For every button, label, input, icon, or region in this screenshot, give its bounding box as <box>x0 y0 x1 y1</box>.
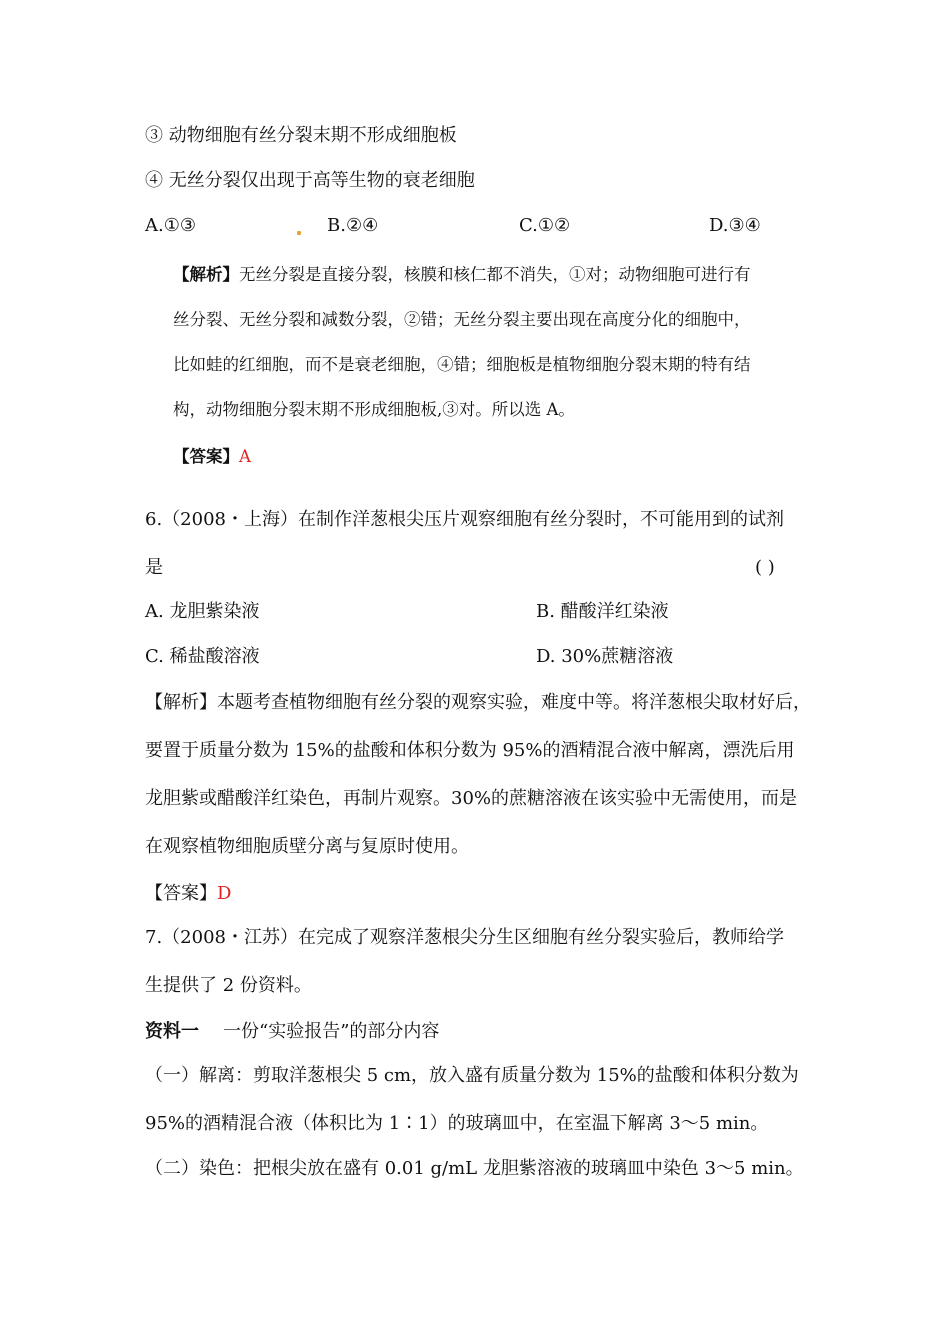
answer-value: A <box>239 447 251 466</box>
analysis-text: 无丝分裂是直接分裂，核膜和核仁都不消失，①对；动物细胞可进行有 <box>239 265 751 284</box>
analysis-text: 本题考查植物细胞有丝分裂的观察实验，难度中等。将洋葱根尖取材好后， <box>217 692 811 713</box>
q5-statement-4: ④ 无丝分裂仅出现于高等生物的衰老细胞 <box>145 170 475 191</box>
analysis-text: 丝分裂、无丝分裂和减数分裂，②错；无丝分裂主要出现在高度分化的细胞中， <box>173 310 751 329</box>
q5-option-a: A.①③ <box>145 215 196 236</box>
analysis-label: 【解析】 <box>173 265 239 284</box>
decorative-dot <box>297 231 301 235</box>
q6-stem-line-1: 6.（2008・上海）在制作洋葱根尖压片观察细胞有丝分裂时，不可能用到的试剂 <box>145 509 784 530</box>
answer-value: D <box>217 883 232 904</box>
material-title: 一份“实验报告”的部分内容 <box>223 1021 440 1042</box>
q5-option-b: B.②④ <box>327 215 379 236</box>
q6-answer-bracket: ( ) <box>755 557 775 578</box>
q5-answer <box>173 445 251 469</box>
q7-stem-line-1: 7.（2008・江苏）在完成了观察洋葱根尖分生区细胞有丝分裂实验后，教师给学 <box>145 927 784 948</box>
material-label: 资料一 <box>145 1021 199 1042</box>
q7-stem-line-2: 生提供了 2 份资料。 <box>145 975 312 996</box>
q6-answer <box>145 882 231 906</box>
q6-option-b: B. 醋酸洋红染液 <box>536 601 669 622</box>
analysis-text: 构，动物细胞分裂末期不形成细胞板,③对。所以选 A。 <box>173 400 575 419</box>
answer-label: 【答案】 <box>173 447 239 466</box>
q6-stem-line-2: 是 <box>145 557 163 578</box>
q6-option-a: A. 龙胆紫染液 <box>145 601 260 622</box>
answer-label: 【答案】 <box>145 883 217 904</box>
analysis-text: 比如蛙的红细胞，而不是衰老细胞，④错；细胞板是植物细胞分裂末期的特有结 <box>173 355 751 374</box>
analysis-text: 在观察植物细胞质壁分离与复原时使用。 <box>145 836 469 857</box>
q7-step1-line-1: （一）解离：剪取洋葱根尖 5 cm，放入盛有质量分数为 15%的盐酸和体积分数为 <box>145 1065 799 1086</box>
q7-step1-line-2: 95%的酒精混合液（体积比为 1∶1）的玻璃皿中，在室温下解离 3～5 min。 <box>145 1113 769 1134</box>
q5-option-c: C.①② <box>519 215 571 236</box>
q7-step2: （二）染色：把根尖放在盛有 0.01 g/mL 龙胆紫溶液的玻璃皿中染色 3～5 min。 <box>145 1158 804 1179</box>
q5-option-d: D.③④ <box>709 215 761 236</box>
analysis-text: 龙胆紫或醋酸洋红染色，再制片观察。30%的蔗糖溶液在该实验中无需使用，而是 <box>145 788 798 809</box>
q6-option-d: D. 30%蔗糖溶液 <box>536 646 674 667</box>
analysis-label: 【解析】 <box>145 692 217 713</box>
q5-statement-3: ③ 动物细胞有丝分裂末期不形成细胞板 <box>145 125 457 146</box>
analysis-text: 要置于质量分数为 15%的盐酸和体积分数为 95%的酒精混合液中解离，漂洗后用 <box>145 740 795 761</box>
q6-option-c: C. 稀盐酸溶液 <box>145 646 260 667</box>
q7-material-heading <box>145 1020 439 1044</box>
